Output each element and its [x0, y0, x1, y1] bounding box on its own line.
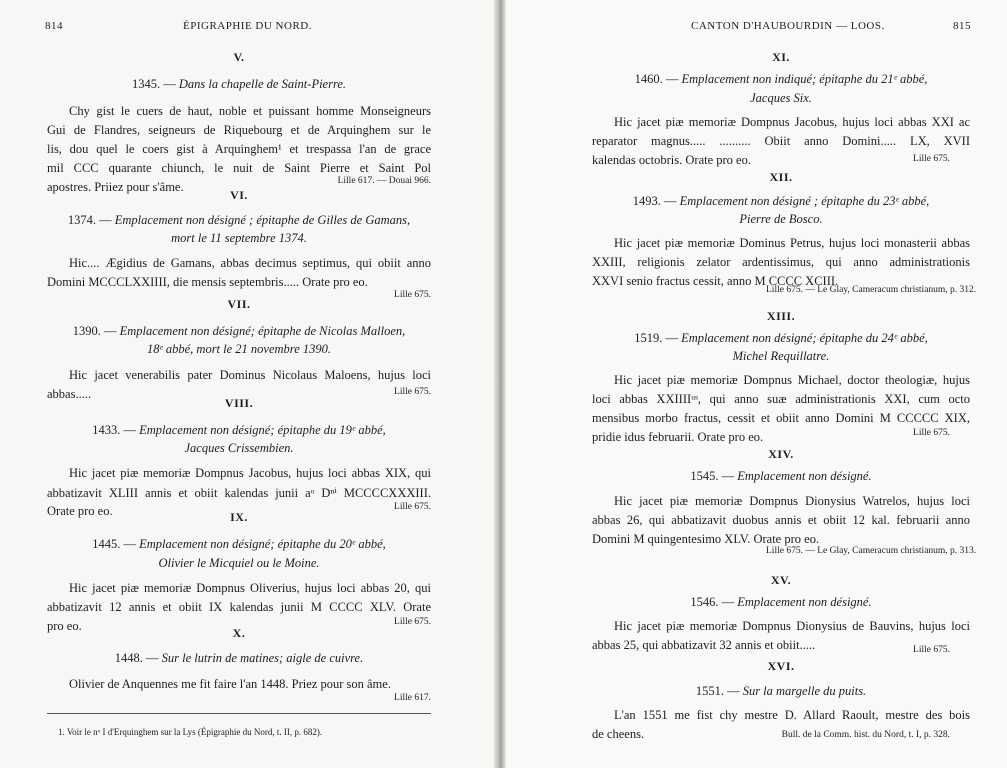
entry-title-continued: Jacques Crissembien.	[184, 441, 294, 455]
inscription-line: pro eo.	[47, 619, 82, 633]
page-number: 814	[45, 20, 63, 32]
section-numeral: XVI.	[767, 659, 795, 673]
section-numeral: V.	[233, 50, 245, 64]
source-reference: Lille 675.	[913, 428, 950, 438]
source-reference: Lille 675.	[913, 154, 950, 164]
section-numeral: XI.	[772, 50, 790, 64]
inscription-line: Orate pro eo.	[47, 504, 113, 518]
inscription-line: Hic jacet venerabilis pater Dominus Nicolaus Maloens, hujus loci	[69, 368, 431, 382]
left-page	[0, 0, 494, 768]
entry-title	[592, 194, 970, 209]
entry-date: 1448. —	[114, 651, 159, 665]
entry-date: 1345. —	[131, 77, 176, 91]
entry-date: 1546. —	[690, 595, 735, 609]
section-numeral: VII.	[227, 297, 251, 311]
page-number: 815	[953, 20, 971, 32]
section-numeral: XIII.	[766, 309, 796, 323]
section-numeral: XII.	[769, 170, 793, 184]
entry-title	[47, 77, 431, 92]
entry-location: Emplacement non désigné.	[737, 469, 872, 483]
entry-title	[592, 331, 970, 346]
entry-title-continued: Jacques Six.	[750, 91, 812, 105]
inscription-line: Hic jacet piæ memoriæ Dompnus Michael, doctor theologiæ, hujus	[614, 373, 970, 387]
entry-title	[592, 469, 970, 484]
entry-location: Emplacement non désigné; épitaphe du 19ᵉ abbé,	[139, 423, 386, 437]
entry-location: Emplacement non désigné; épitaphe du 24ᵉ abbé,	[681, 331, 928, 345]
inscription-line: loci abbas XXIIIIᵘˢ, qui anno suæ administrationis XXI, cum octo	[592, 392, 970, 406]
inscription-line: de cheens.	[592, 727, 645, 741]
book-gutter	[494, 0, 506, 768]
source-reference: Lille 675. — Le Glay, Cameracum christianum, p. 313.	[766, 546, 977, 556]
section-numeral: VI.	[230, 188, 248, 202]
inscription-line: Chy gist le cuers de haut, noble et puissant homme Monseigneurs	[69, 104, 431, 118]
entry-title-continued: Michel Requillatre.	[732, 349, 830, 363]
source-reference: Lille 675.	[394, 387, 431, 397]
entry-location: Dans la chapelle de Saint-Pierre.	[178, 77, 347, 91]
entry-title-continued: mort le 11 septembre 1374.	[171, 231, 307, 245]
entry-location: Sur la margelle du puits.	[742, 684, 867, 698]
inscription-line: Hic.... Ægidius de Gamans, abbas decimus septimus, qui obiit anno	[69, 256, 431, 270]
running-head: ÉPIGRAPHIE DU NORD.	[183, 20, 312, 32]
entry-title	[592, 72, 970, 87]
source-reference: Lille 617.	[394, 693, 431, 703]
inscription-line: kalendas octobris. Orate pro eo.	[592, 153, 751, 167]
entry-date: 1551. —	[695, 684, 740, 698]
entry-location: Sur le lutrin de matines; aigle de cuivre.	[161, 651, 364, 665]
inscription-line: mil CCC quarante chiunch, le nuit de Saint Pierre et Saint Pol	[47, 161, 431, 175]
inscription-line: abbas 26, qui abbatizavit duobus annis et obiit 12 kal. februarii anno	[592, 513, 970, 527]
entry-title	[47, 651, 431, 666]
footnote: 1. Voir le nᵒ I d'Erquinghem sur la Lys (Épigraphie du Nord, t. II, p. 682).	[58, 727, 323, 737]
entry-date: 1374. —	[67, 213, 112, 227]
inscription-line: abbatizavit XLIII annis et obiit kalendas junii aᵒ Dⁿⁱ MCCCCXXXIII.	[47, 486, 431, 500]
entry-title	[47, 537, 431, 552]
inscription-line: mensibus morbo fractus, cessit et obiit anno Domini M CCCCC XIX,	[592, 411, 970, 425]
footnote-rule	[47, 713, 431, 714]
section-numeral: XV.	[770, 573, 792, 587]
inscription-line: Hic jacet piæ memoriæ Dompnus Oliverius, hujus loci abbas 20, qui	[69, 581, 431, 595]
section-numeral: X.	[232, 626, 246, 640]
entry-date: 1545. —	[690, 469, 735, 483]
source-reference: Bull. de la Comm. hist. du Nord, t. I, p. 328.	[781, 730, 950, 740]
entry-title	[592, 684, 970, 699]
inscription-line: reparator magnus..... .......... Obiit anno Domini..... LX, XVII	[592, 134, 970, 148]
inscription-line: XXVI senio fractus cessit, anno M CCCC XCIII.	[592, 274, 839, 288]
inscription-line: apostres. Priiez pour s'âme.	[47, 180, 184, 194]
inscription-line: Hic jacet piæ memoriæ Dompnus Jacobus, hujus loci abbas XXI ac	[614, 115, 970, 129]
inscription-line: Domini M quingentesimo XLV. Orate pro eo.	[592, 532, 820, 546]
inscription-line: abbatizavit 12 annis et obiit IX kalendas junii M CCCC XLV. Orate	[47, 600, 431, 614]
inscription-line: abbas 25, qui abbatizavit 32 annis et obiit.....	[592, 638, 816, 652]
entry-date: 1445. —	[92, 537, 136, 551]
running-head: CANTON D'HAUBOURDIN — LOOS.	[691, 20, 885, 32]
inscription-line: abbas.....	[47, 387, 92, 401]
source-reference: Lille 675.	[394, 617, 431, 627]
inscription-line: pridie idus februarii. Orate pro eo.	[592, 430, 764, 444]
entry-title	[47, 423, 431, 438]
entry-date: 1390. —	[72, 324, 117, 338]
entry-date: 1433. —	[92, 423, 136, 437]
entry-location: Emplacement non désigné ; épitaphe du 23ᵉ abbé,	[679, 194, 930, 208]
right-page	[506, 0, 1007, 768]
source-reference: Lille 675.	[394, 502, 431, 512]
entry-title-continued: Pierre de Bosco.	[739, 212, 823, 226]
inscription-line: lis, dou quel le coers gist à Arquinghem¹ et trespassa l'an de grace	[47, 142, 431, 156]
entry-title-continued: Olivier le Micquiel ou le Moine.	[158, 556, 320, 570]
inscription-line: Hic jacet piæ memoriæ Dompnus Dionysius Watrelos, hujus loci	[614, 494, 970, 508]
inscription-line: Hic jacet piæ memoriæ Dompnus Dionysius de Bauvins, hujus loci	[614, 619, 970, 633]
entry-title	[47, 213, 431, 228]
entry-title-continued: 18ᵉ abbé, mort le 21 novembre 1390.	[146, 342, 332, 356]
section-numeral: VIII.	[224, 396, 254, 410]
entry-location: Emplacement non désigné; épitaphe de Nicolas Malloen,	[119, 324, 406, 338]
entry-date: 1493. —	[632, 194, 677, 208]
inscription-line: XXIII, religionis zelator ardentissimus, qui anno administrationis	[592, 255, 970, 269]
entry-date: 1519. —	[634, 331, 678, 345]
entry-location: Emplacement non indiqué; épitaphe du 21ᵉ abbé,	[681, 72, 928, 86]
inscription-line: Hic jacet piæ memoriæ Dompnus Jacobus, hujus loci abbas XIX, qui	[69, 466, 431, 480]
entry-location: Emplacement non désigné.	[737, 595, 872, 609]
section-numeral: XIV.	[768, 447, 794, 461]
inscription-line: Gui de Flandres, seigneurs de Riquebourg et de Arquinghem sur le	[47, 123, 431, 137]
entry-date: 1460. —	[634, 72, 679, 86]
entry-location: Emplacement non désigné ; épitaphe de Gilles de Gamans,	[114, 213, 411, 227]
inscription-line: Domini MCCCLXXIIII, die mensis septembris..... Orate pro eo.	[47, 275, 368, 289]
entry-location: Emplacement non désigné; épitaphe du 20ᵉ abbé,	[139, 537, 386, 551]
inscription-line: Hic jacet piæ memoriæ Dominus Petrus, hujus loci monasterii abbas	[614, 236, 970, 250]
source-reference: Lille 617. — Douai 966.	[337, 176, 431, 186]
inscription-line: Olivier de Anquennes me fit faire l'an 1448. Priez pour son âme.	[69, 677, 391, 691]
entry-title	[592, 595, 970, 610]
source-reference: Lille 675.	[394, 290, 431, 300]
section-numeral: IX.	[230, 510, 248, 524]
source-reference: Lille 675. — Le Glay, Cameracum christianum, p. 312.	[766, 285, 977, 295]
entry-title	[47, 324, 431, 339]
source-reference: Lille 675.	[913, 645, 950, 655]
inscription-line: L'an 1551 me fist chy mestre D. Allard Raoult, mestre des bois	[614, 708, 970, 722]
